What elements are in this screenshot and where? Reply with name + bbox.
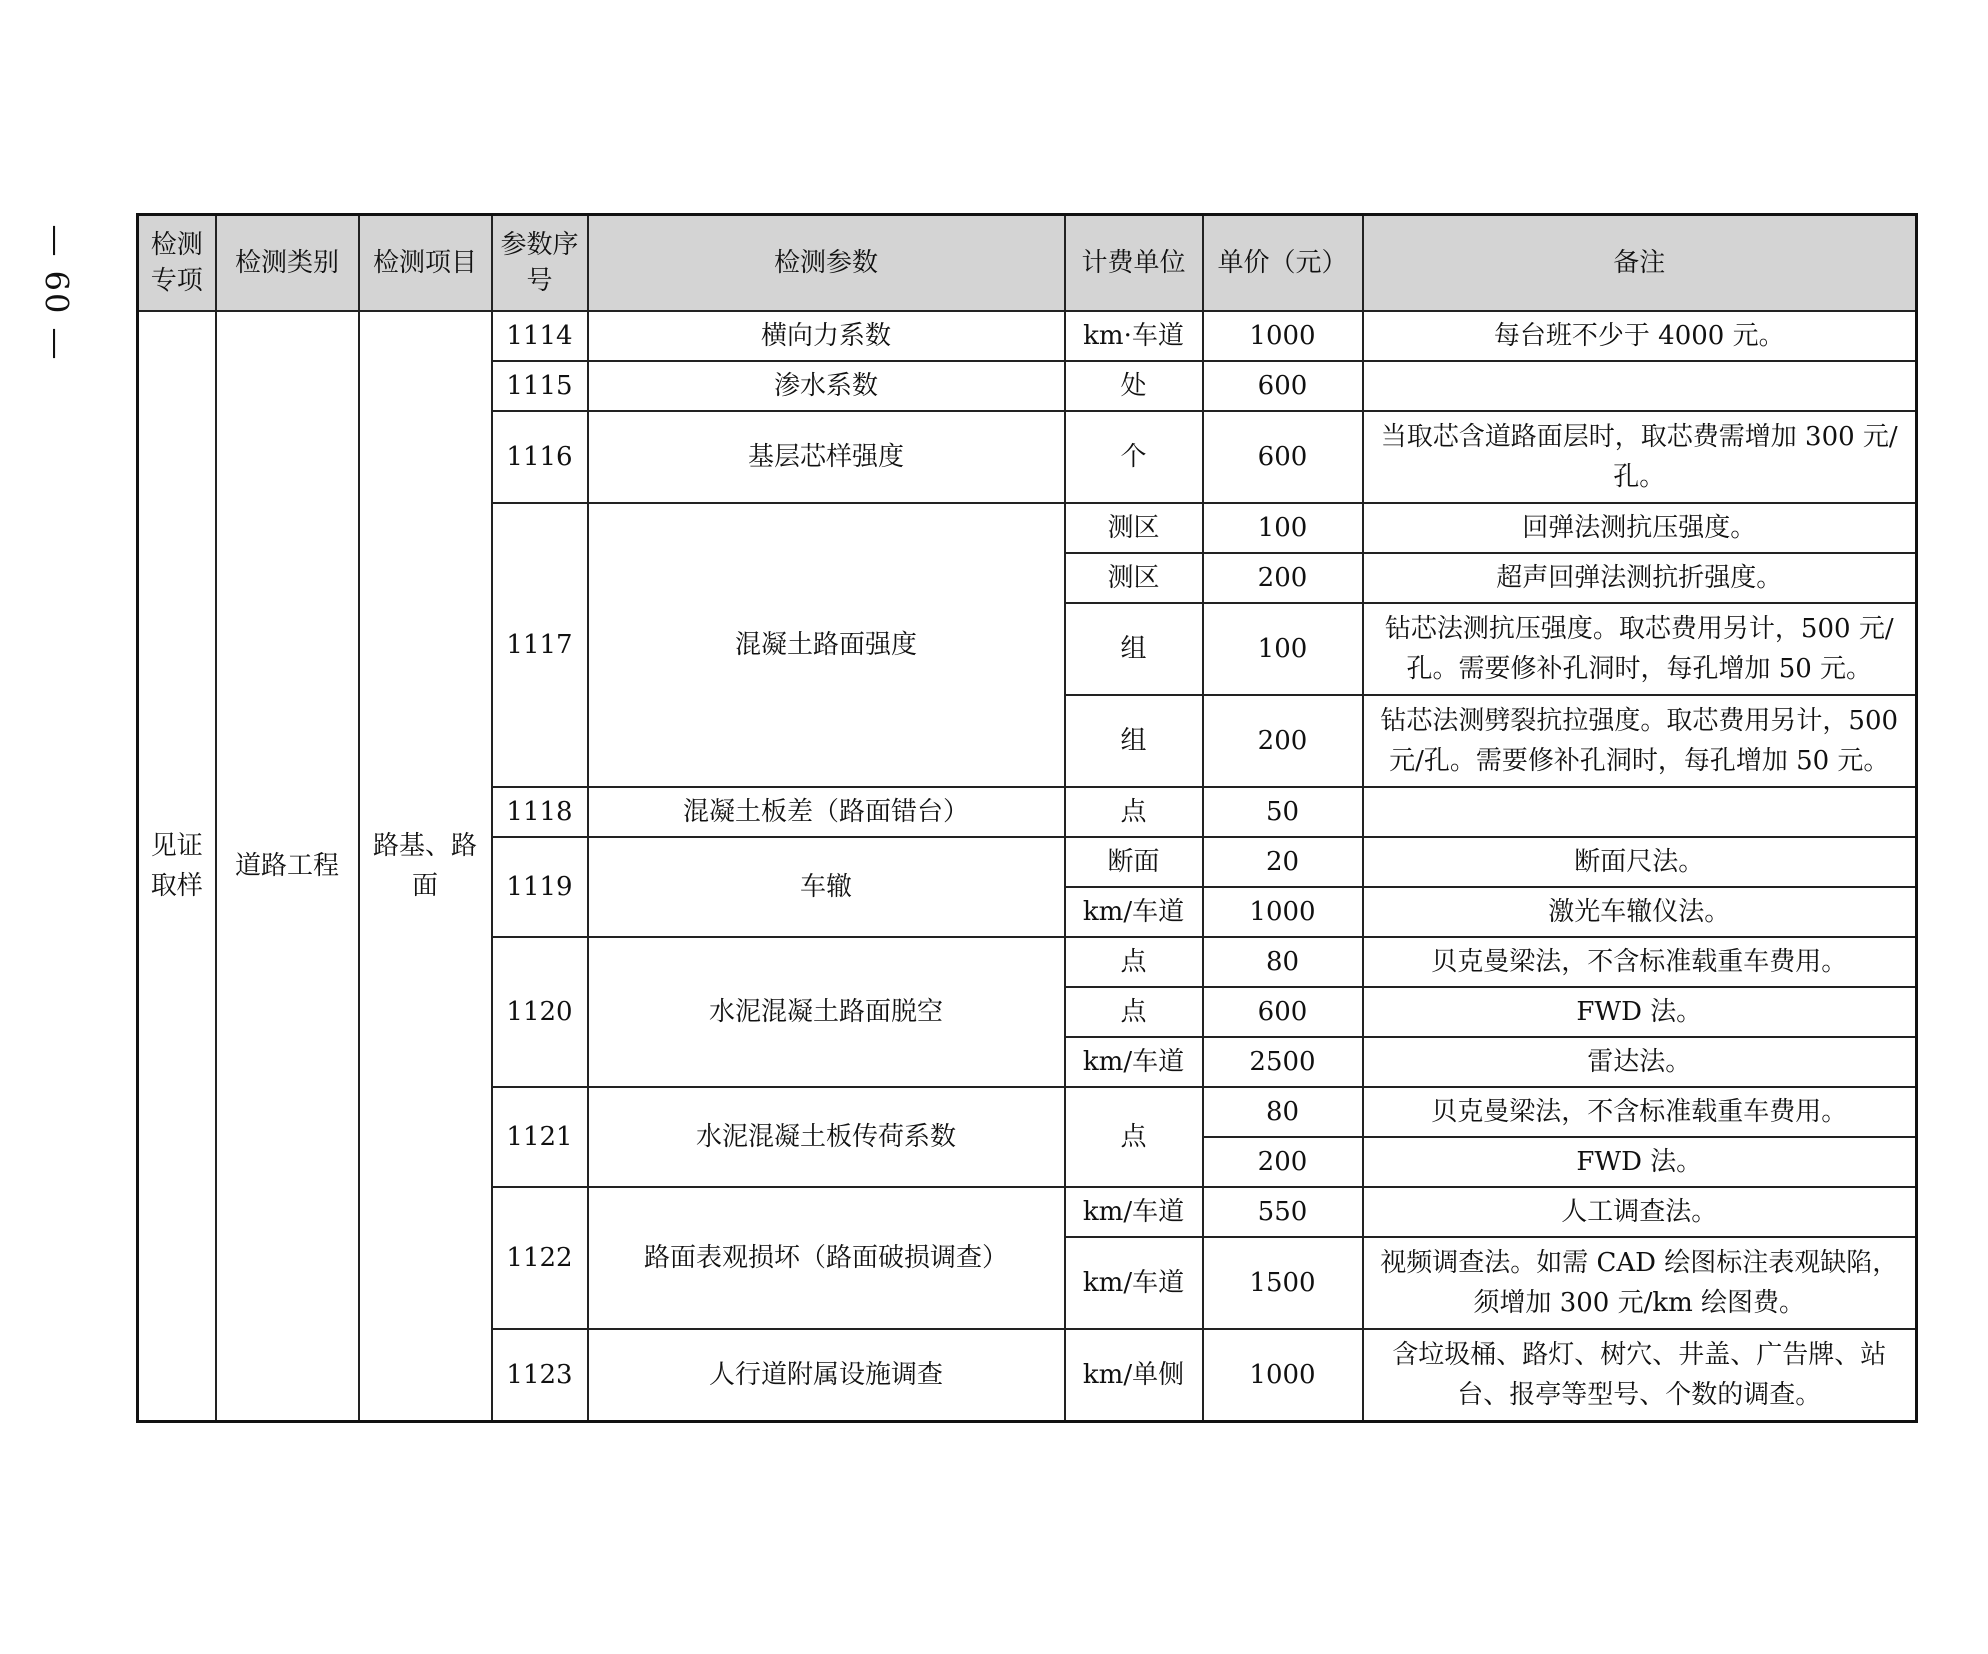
param-name-cell: 水泥混凝土路面脱空: [588, 937, 1065, 1087]
price-cell: 1000: [1203, 1329, 1363, 1422]
param-no-cell: 1119: [492, 837, 588, 937]
note-cell: [1363, 361, 1917, 411]
category-cell: 道路工程: [216, 311, 359, 1422]
param-no-cell: 1122: [492, 1187, 588, 1329]
note-cell: 人工调查法。: [1363, 1187, 1917, 1237]
price-cell: 100: [1203, 503, 1363, 553]
param-no-cell: 1116: [492, 411, 588, 503]
header-param-no: 参数序号: [492, 215, 588, 312]
unit-cell: km/车道: [1065, 1187, 1203, 1237]
param-name-cell: 混凝土板差（路面错台）: [588, 787, 1065, 837]
unit-cell: 测区: [1065, 553, 1203, 603]
item-cell: 路基、路面: [359, 311, 492, 1422]
unit-cell: km/单侧: [1065, 1329, 1203, 1422]
note-cell: 钻芯法测劈裂抗拉强度。取芯费用另计，500 元/孔。需要修补孔洞时，每孔增加 50 元。: [1363, 695, 1917, 787]
price-cell: 1000: [1203, 311, 1363, 361]
note-cell: FWD 法。: [1363, 1137, 1917, 1187]
note-cell: 超声回弹法测抗折强度。: [1363, 553, 1917, 603]
header-category: 检测类别: [216, 215, 359, 312]
param-name-cell: 混凝土路面强度: [588, 503, 1065, 787]
param-name-cell: 水泥混凝土板传荷系数: [588, 1087, 1065, 1187]
unit-cell: 测区: [1065, 503, 1203, 553]
price-cell: 80: [1203, 937, 1363, 987]
price-cell: 1000: [1203, 887, 1363, 937]
special-cell: 见证取样: [138, 311, 216, 1422]
param-no-cell: 1115: [492, 361, 588, 411]
price-cell: 100: [1203, 603, 1363, 695]
unit-cell: 点: [1065, 937, 1203, 987]
param-name-cell: 基层芯样强度: [588, 411, 1065, 503]
param-no-cell: 1123: [492, 1329, 588, 1422]
header-param: 检测参数: [588, 215, 1065, 312]
header-special: 检测专项: [138, 215, 216, 312]
note-cell: 当取芯含道路面层时，取芯费需增加 300 元/孔。: [1363, 411, 1917, 503]
note-cell: 每台班不少于 4000 元。: [1363, 311, 1917, 361]
param-name-cell: 人行道附属设施调查: [588, 1329, 1065, 1422]
price-cell: 550: [1203, 1187, 1363, 1237]
page-number: — 60 —: [38, 224, 76, 362]
price-cell: 600: [1203, 987, 1363, 1037]
note-cell: 视频调查法。如需 CAD 绘图标注表观缺陷，须增加 300 元/km 绘图费。: [1363, 1237, 1917, 1329]
param-no-cell: 1121: [492, 1087, 588, 1187]
unit-cell: 点: [1065, 1087, 1203, 1187]
unit-cell: km·车道: [1065, 311, 1203, 361]
price-cell: 20: [1203, 837, 1363, 887]
param-name-cell: 渗水系数: [588, 361, 1065, 411]
unit-cell: 点: [1065, 787, 1203, 837]
note-cell: 贝克曼梁法，不含标准载重车费用。: [1363, 1087, 1917, 1137]
param-name-cell: 车辙: [588, 837, 1065, 937]
unit-cell: km/车道: [1065, 1037, 1203, 1087]
note-cell: 断面尺法。: [1363, 837, 1917, 887]
header-note: 备注: [1363, 215, 1917, 312]
param-no-cell: 1120: [492, 937, 588, 1087]
price-cell: 600: [1203, 411, 1363, 503]
note-cell: 含垃圾桶、路灯、树穴、井盖、广告牌、站台、报亭等型号、个数的调查。: [1363, 1329, 1917, 1422]
header-item: 检测项目: [359, 215, 492, 312]
param-no-cell: 1117: [492, 503, 588, 787]
note-cell: FWD 法。: [1363, 987, 1917, 1037]
unit-cell: 组: [1065, 603, 1203, 695]
price-cell: 200: [1203, 553, 1363, 603]
note-cell: 回弹法测抗压强度。: [1363, 503, 1917, 553]
price-cell: 200: [1203, 695, 1363, 787]
param-no-cell: 1114: [492, 311, 588, 361]
unit-cell: 处: [1065, 361, 1203, 411]
param-no-cell: 1118: [492, 787, 588, 837]
param-name-cell: 路面表观损坏（路面破损调查）: [588, 1187, 1065, 1329]
price-cell: 2500: [1203, 1037, 1363, 1087]
unit-cell: 断面: [1065, 837, 1203, 887]
unit-cell: 组: [1065, 695, 1203, 787]
note-cell: 钻芯法测抗压强度。取芯费用另计，500 元/孔。需要修补孔洞时，每孔增加 50 元。: [1363, 603, 1917, 695]
price-cell: 600: [1203, 361, 1363, 411]
header-row: [138, 215, 1917, 312]
unit-cell: 点: [1065, 987, 1203, 1037]
unit-cell: km/车道: [1065, 1237, 1203, 1329]
fee-table: [136, 213, 1918, 1423]
note-cell: 激光车辙仪法。: [1363, 887, 1917, 937]
table-row: [138, 311, 1917, 361]
header-price: 单价（元）: [1203, 215, 1363, 312]
header-unit: 计费单位: [1065, 215, 1203, 312]
note-cell: 雷达法。: [1363, 1037, 1917, 1087]
unit-cell: 个: [1065, 411, 1203, 503]
price-cell: 80: [1203, 1087, 1363, 1137]
param-name-cell: 横向力系数: [588, 311, 1065, 361]
note-cell: [1363, 787, 1917, 837]
unit-cell: km/车道: [1065, 887, 1203, 937]
price-cell: 50: [1203, 787, 1363, 837]
note-cell: 贝克曼梁法，不含标准载重车费用。: [1363, 937, 1917, 987]
price-cell: 1500: [1203, 1237, 1363, 1329]
price-cell: 200: [1203, 1137, 1363, 1187]
